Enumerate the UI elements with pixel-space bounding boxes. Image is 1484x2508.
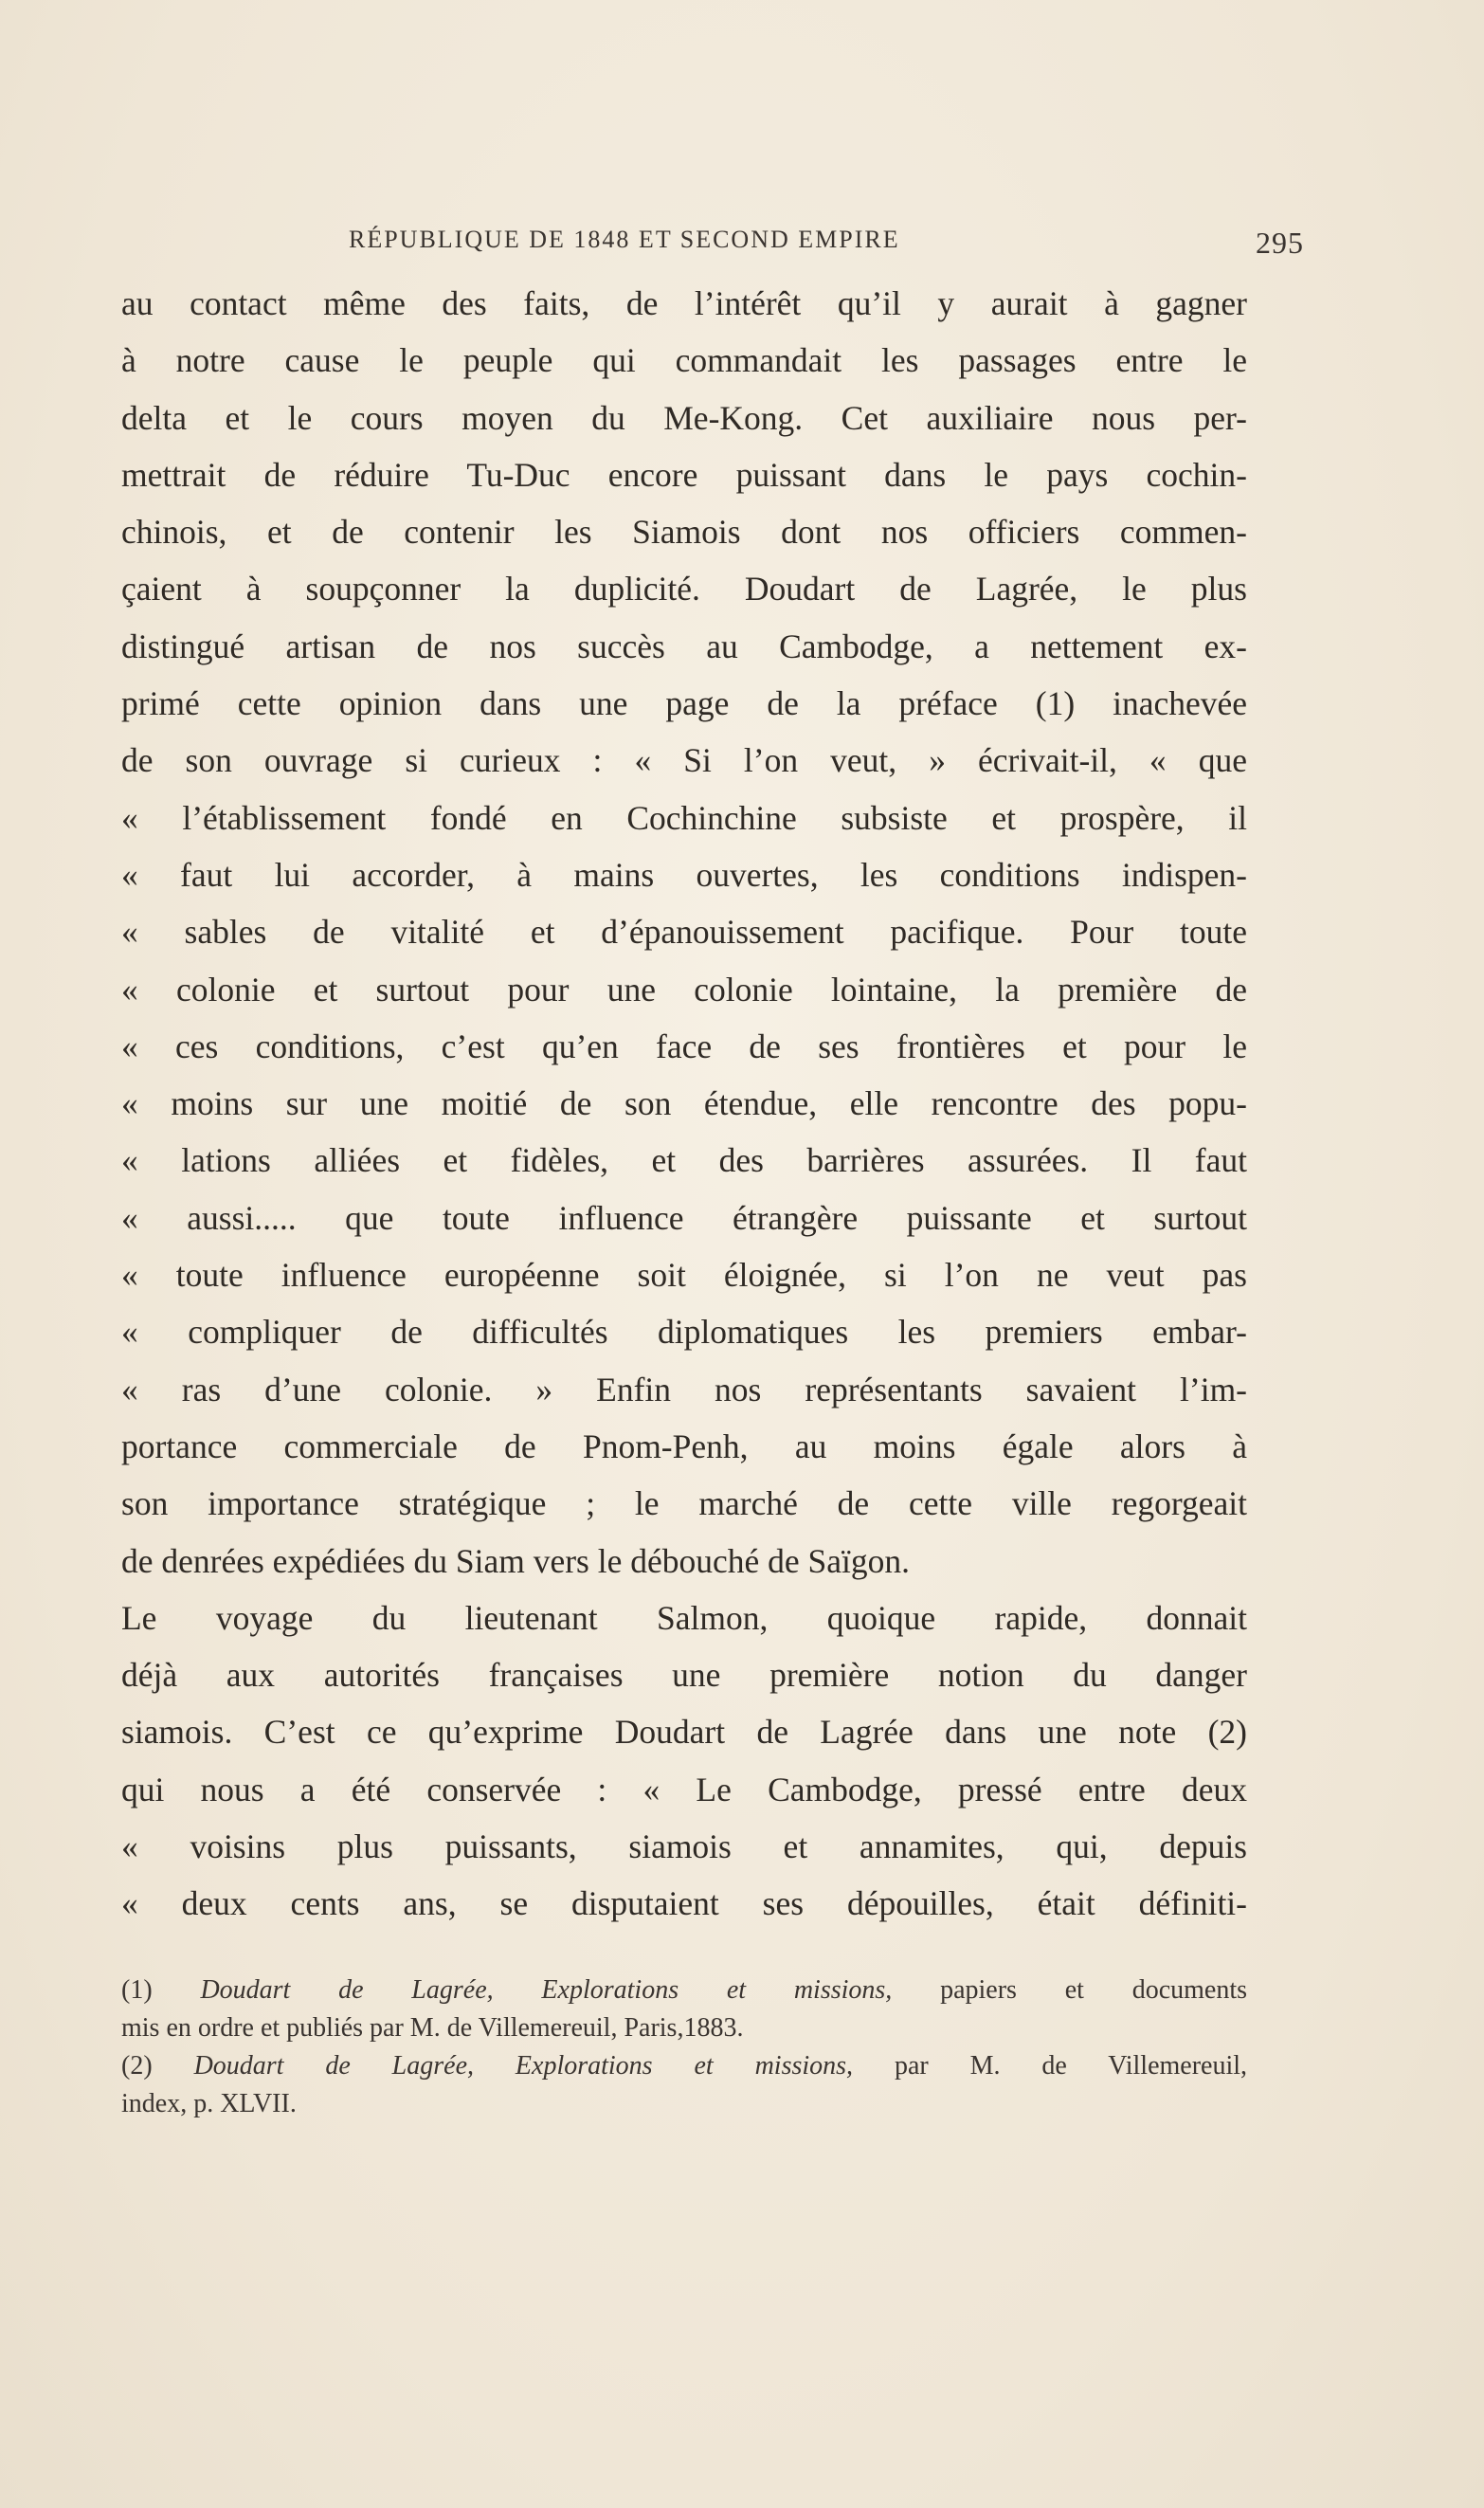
text-line: « deux cents ans, se disputaient ses dépouilles, était définiti-	[121, 1884, 1247, 1923]
text-line: « moins sur une moitié de son étendue, elle rencontre des popu-	[121, 1084, 1247, 1123]
text-line: de son ouvrage si curieux : « Si l’on veut, » écrivait-il, « que	[121, 741, 1247, 780]
text-line: « colonie et surtout pour une colonie lointaine, la première de	[121, 970, 1247, 1009]
footnote-text: papiers et documents	[940, 1975, 1247, 2005]
text-line: « ras d’une colonie. » Enfin nos représentants savaient l’im-	[121, 1370, 1247, 1408]
text-line: « aussi..... que toute influence étrangère puissante et surtout	[121, 1198, 1247, 1237]
page-number: 295	[1256, 226, 1304, 260]
text-line: « voisins plus puissants, siamois et annamites, qui, depuis	[121, 1827, 1247, 1866]
footnote-author: Doudart de Lagrée,	[200, 1975, 494, 2005]
text-line: « lations alliées et fidèles, et des barrières assurées. Il faut	[121, 1141, 1247, 1180]
text-line: siamois. C’est ce qu’exprime Doudart de Lagrée dans une note (2)	[121, 1713, 1247, 1752]
text-line: déjà aux autorités françaises une première notion du danger	[121, 1656, 1247, 1695]
footnote-1-continued: mis en ordre et publiés par M. de Villemereuil, Paris,1883.	[121, 2013, 744, 2043]
text-line: portance commerciale de Pnom-Penh, au moins égale alors à	[121, 1427, 1247, 1465]
footnote-2-continued: index, p. XLVII.	[121, 2089, 297, 2118]
footnote-1	[121, 1972, 1247, 2009]
footnote-marker: (1)	[121, 1975, 153, 2005]
text-line: chinois, et de contenir les Siamois dont nos officiers commen-	[121, 513, 1247, 552]
text-line: primé cette opinion dans une page de la préface (1) inachevée	[121, 684, 1247, 723]
text-line: « compliquer de difficultés diplomatiques les premiers embar-	[121, 1313, 1247, 1352]
footnote-text: par M. de Villemereuil,	[894, 2051, 1247, 2081]
text-line: au contact même des faits, de l’intérêt qu’il y aurait à gagner	[121, 284, 1247, 322]
footnote-work: Explorations et missions,	[541, 1975, 893, 2005]
running-header	[349, 226, 1304, 264]
text-line: de denrées expédiées du Siam vers le débouché de Saïgon.	[121, 1541, 910, 1580]
footnote-2	[121, 2047, 1247, 2085]
text-line: « faut lui accorder, à mains ouvertes, les conditions indispen-	[121, 855, 1247, 894]
text-line: « ces conditions, c’est qu’en face de ses frontières et pour le	[121, 1027, 1247, 1065]
running-title: RÉPUBLIQUE DE 1848 ET SECOND EMPIRE	[349, 226, 900, 253]
text-line: « sables de vitalité et d’épanouissement pacifique. Pour toute	[121, 913, 1247, 952]
footnote-work: Explorations et missions,	[515, 2051, 854, 2081]
text-line: son importance stratégique ; le marché de cette ville regorgeait	[121, 1484, 1247, 1523]
footnote-author: Doudart de Lagrée,	[193, 2051, 474, 2081]
text-line: « toute influence européenne soit éloignée, si l’on ne veut pas	[121, 1256, 1247, 1295]
text-line: delta et le cours moyen du Me-Kong. Cet auxiliaire nous per-	[121, 398, 1247, 437]
footnotes	[121, 1972, 1247, 2123]
text-line: qui nous a été conservée : « Le Cambodge, pressé entre deux	[121, 1770, 1247, 1808]
footnote-marker: (2)	[121, 2051, 153, 2081]
text-line: Le voyage du lieutenant Salmon, quoique rapide, donnait	[121, 1598, 1247, 1637]
text-line: çaient à soupçonner la duplicité. Doudart de Lagrée, le plus	[121, 570, 1247, 609]
text-line: distingué artisan de nos succès au Cambodge, a nettement ex-	[121, 627, 1247, 665]
text-line: « l’établissement fondé en Cochinchine subsiste et prospère, il	[121, 798, 1247, 837]
body-text	[121, 275, 1247, 1933]
text-line: mettrait de réduire Tu-Duc encore puissant dans le pays cochin-	[121, 455, 1247, 494]
text-line: à notre cause le peuple qui commandait les passages entre le	[121, 341, 1247, 380]
